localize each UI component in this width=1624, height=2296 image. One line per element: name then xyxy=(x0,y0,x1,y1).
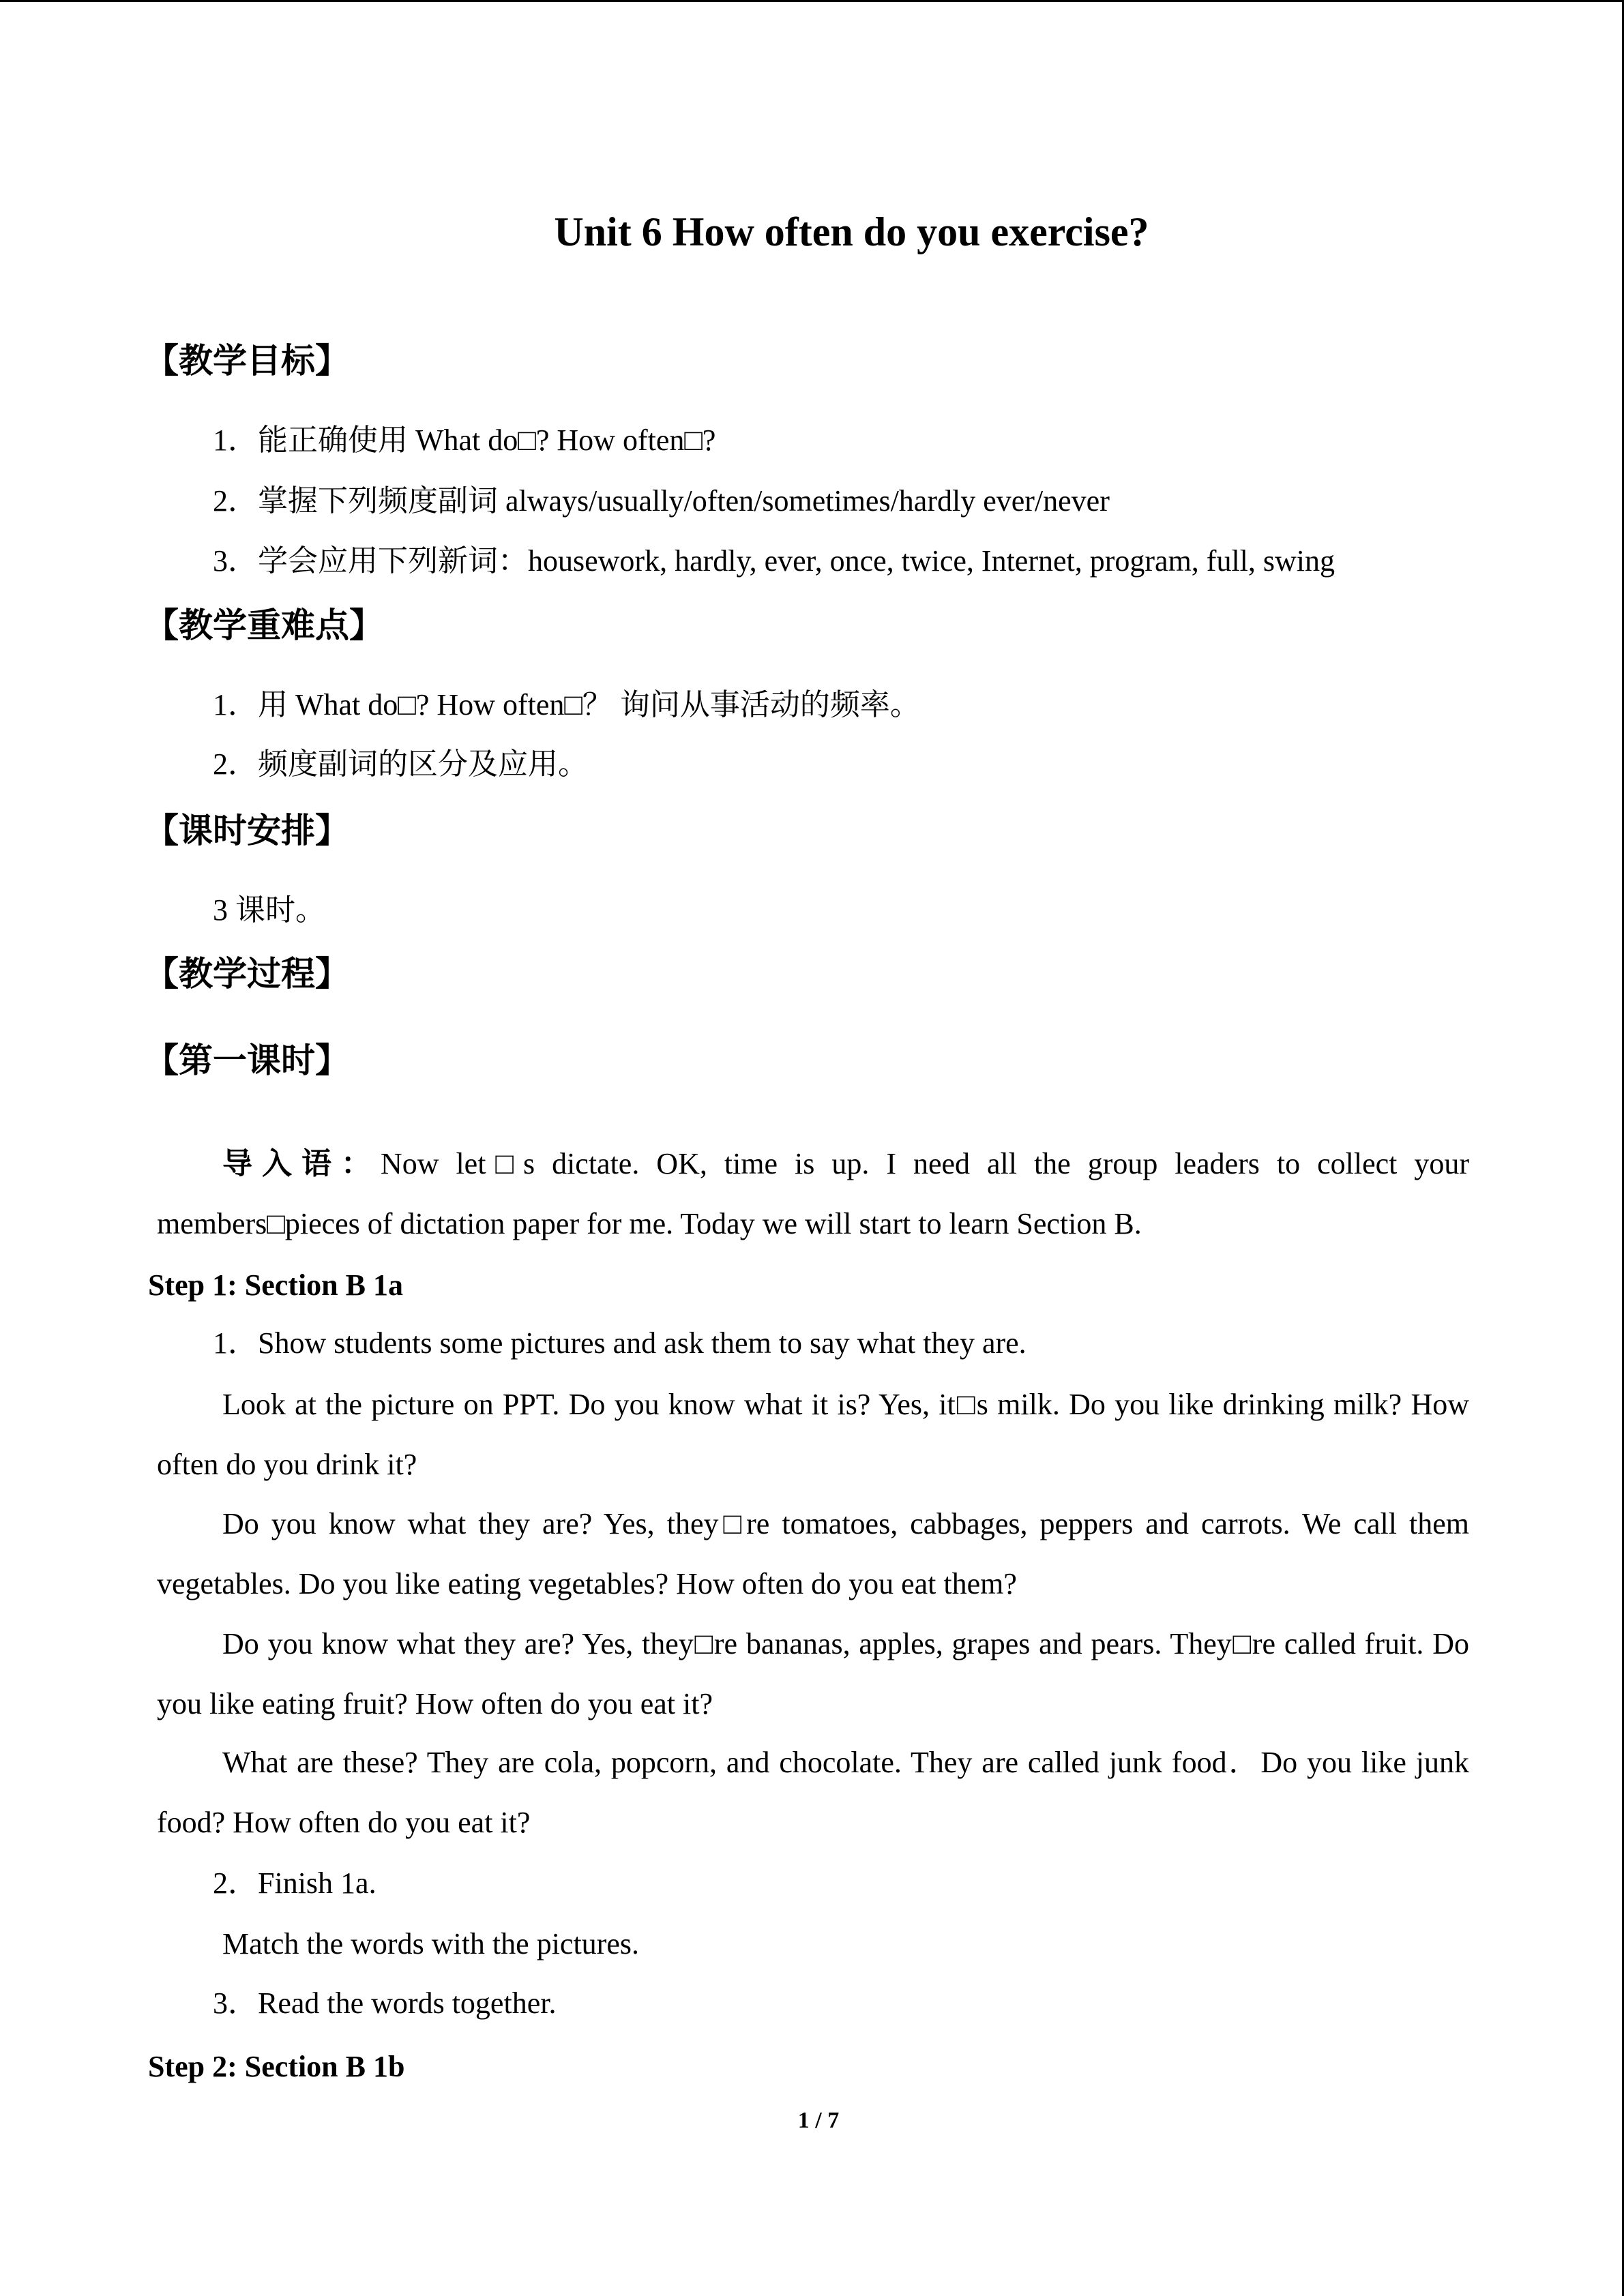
page-title: Unit 6 How often do you exercise? xyxy=(554,209,1149,254)
key-point-item-2: 2．频度副词的区分及应用。 xyxy=(213,747,588,781)
step-1-paragraph-1: Look at the picture on PPT. Do you know what it is? Yes, it□s milk. Do you like drinking milk? How often do you drink it? xyxy=(157,1388,1469,1481)
objective-item-1: 1．能正确使用 What do□? How often□? xyxy=(213,423,716,457)
step-2-heading: Step 2: Section B 1b xyxy=(148,2050,405,2083)
heading-objectives: 【教学目标】 xyxy=(145,341,349,381)
step-1-item-1: 1．Show students some pictures and ask them to say what they are. xyxy=(213,1326,1027,1360)
step-1-item-2: 2．Finish 1a. xyxy=(213,1866,377,1900)
page-border-top xyxy=(0,0,1624,2)
objective-item-2: 2．掌握下列频度副词 always/usually/often/sometimes/hardly ever/never xyxy=(213,484,1110,518)
step-1-paragraph-4: What are these? They are cola, popcorn, and chocolate. They are called junk food．Do you like junk food? How often do you eat it? xyxy=(157,1746,1469,1839)
heading-lesson-1: 【第一课时】 xyxy=(145,1041,349,1080)
step-1-paragraph-3: Do you know what they are? Yes, they□re bananas, apples, grapes and pears. They□re called fruit. Do you like eating fruit? How often do you eat it? xyxy=(157,1627,1469,1720)
heading-schedule: 【课时安排】 xyxy=(145,811,349,850)
heading-key-points: 【教学重难点】 xyxy=(145,606,383,645)
intro-label: 导入语： xyxy=(222,1146,381,1181)
heading-process: 【教学过程】 xyxy=(145,954,349,994)
step-1-paragraph-2: Do you know what they are? Yes, they□re tomatoes, cabbages, peppers and carrots. We call them vegetables. Do you like eating vegetables? How often do you eat them? xyxy=(157,1507,1469,1600)
page-number: 1 / 7 xyxy=(797,2108,840,2133)
key-point-item-1: 1．用 What do□? How often□？ 询问从事活动的频率。 xyxy=(213,688,920,721)
intro-paragraph xyxy=(157,1134,1469,1254)
step-1-item-2-text: Match the words with the pictures. xyxy=(222,1927,639,1960)
intro-text: Now let□s dictate. OK, time is up. I need all the group leaders to collect your members□pieces of dictation paper for me. Today we will start to learn Section B. xyxy=(157,1147,1469,1240)
step-1-heading: Step 1: Section B 1a xyxy=(148,1268,403,1302)
schedule-text: 3 课时。 xyxy=(213,893,325,927)
objective-item-3: 3．学会应用下列新词：housework, hardly, ever, once, twice, Internet, program, full, swing xyxy=(213,544,1335,578)
step-1-item-3: 3．Read the words together. xyxy=(213,1986,557,2020)
